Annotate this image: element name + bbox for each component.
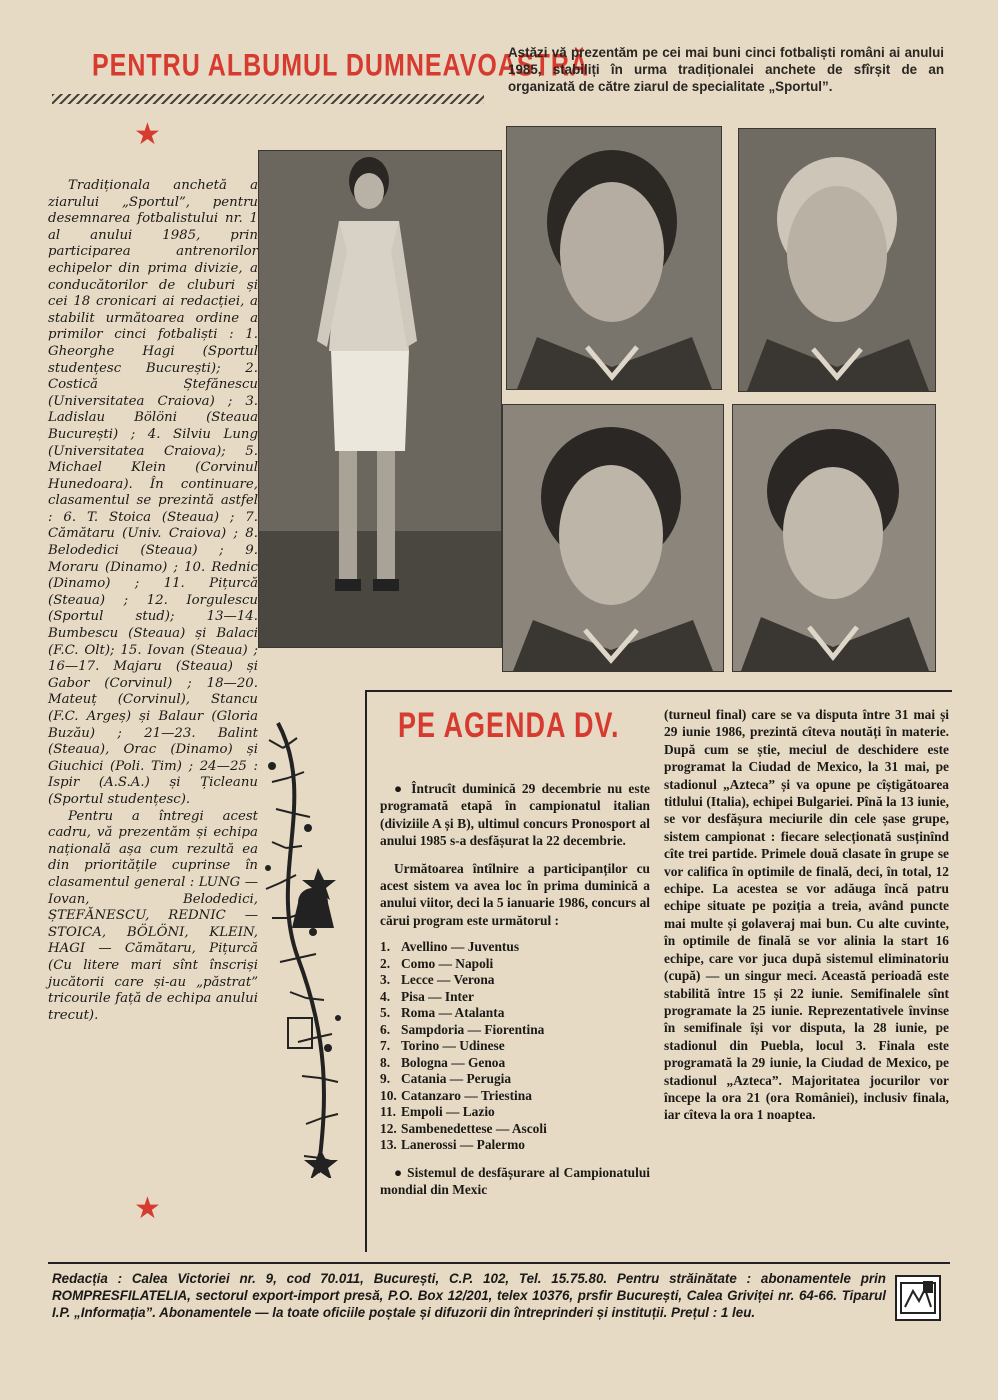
fixture-item: 10. Catanzaro — Triestina xyxy=(380,1087,532,1103)
fixture-item: 5. Roma — Atalanta xyxy=(380,1005,505,1021)
player-photo-portrait-4 xyxy=(732,404,936,672)
fixture-item: 12. Sambenedettese — Ascoli xyxy=(380,1120,547,1136)
hatched-divider xyxy=(52,94,484,104)
agenda-paragraph-1: ● Întrucît duminică 29 decembrie nu este programată etapă în campionatul italian (diviziile A și B), ultimul concurs Pronosport al anului 1985 s-a desfășurat la 22 decembrie. xyxy=(380,781,650,849)
world-cup-text: (turneul final) care se va disputa între 31 mai și 29 iunie 1986, prezintă cîteva noutăți în materie. După cum se știe, meciul de deschidere este programat la Ciudad de Mexico, la 31 mai, pe stadionul „Azteca” și va opune pe cîștigătoarea titlului (Italia), echipei Bulgariei. Pînă la 13 iunie, se vor desfășura meciurile din cele șase grupe, sistem campionat : fiecare selecționată susținînd cîte trei partide. Primele două clasate în grupe se vor califica în optimile de finală, deci, în total, 12 echipe. La acestea se vor adăuga încă patru echipe situate pe poziția a treia, având puncte mai multe și golaveraj mai bun. Cu alte cuvinte, în optimile de finală se vor alinia la start 16 echipe, care vor juca după sistemul eliminatoriu (cupă) — un singur meci. Această perioadă este stabilită între 15 și 22 iunie. Semifinalele sînt programate la 25 iunie. Reprezentativele învinse în semifinale își vor disputa, la 28 iunie, pe stadionul din Puebla, locul 3. Finala este programată la 29 iunie, la Ciudad de Mexico, pe stadionul „Azteca”. Majoritatea jocurilor vor începe la ora 21 (ora României), inclusiv finala, iar cîteva la ora 1 noaptea. xyxy=(664,707,949,1123)
player-photo-full-body xyxy=(258,150,502,648)
fixtures-list xyxy=(380,939,650,1154)
fixture-item: 4. Pisa — Inter xyxy=(380,988,474,1004)
fixture-item: 6. Sampdoria — Fiorentina xyxy=(380,1021,545,1037)
player-photo-portrait-2 xyxy=(738,128,936,392)
album-intro: Astăzi vă prezentăm pe cei mai buni cinci fotbaliști români ai anului 1985, stabiliți în urma tradiționalei anchete de sfîrșit de an organizată de către ziarul de specialitate „Sportul”. xyxy=(508,45,944,94)
agenda-paragraph-3: ● Sistemul de desfășurare al Campionatului mondial din Mexic xyxy=(380,1164,650,1198)
star-icon: ★ xyxy=(134,117,161,152)
national-team-paragraph: Pentru a întregi acest cadru, vă prezentăm și echipa națională așa cum rezultă ea din prioritățile cuprinse în clasamentul general : LUNG — Iovan, Belodedici, ȘTEFĂNESCU, REDNIC — STOICA, BÖLÖNI, KLEIN, HAGI — Cămătaru, Pițurcă (Cu litere mari sînt înscriși jucătorii care și-au „păstrat” tricourile față de echipa anului trecut). xyxy=(48,808,258,1023)
fixture-item: 8. Bologna — Genoa xyxy=(380,1054,506,1070)
fixture-item: 11. Empoli — Lazio xyxy=(380,1104,495,1120)
album-title: PENTRU ALBUMUL DUMNEAVOASTRĂ xyxy=(92,48,589,83)
ranking-column xyxy=(48,178,258,1024)
publication-logo-icon xyxy=(895,1275,941,1321)
fixture-item: 2. Como — Napoli xyxy=(380,955,494,971)
christmas-garland-icon xyxy=(258,718,350,1178)
fixture-item: 1. Avellino — Juventus xyxy=(380,939,520,955)
player-photo-portrait-3 xyxy=(502,404,724,672)
agenda-right-column xyxy=(664,706,949,1124)
fixture-item: 7. Torino — Udinese xyxy=(380,1038,505,1054)
fixture-item: 9. Catania — Perugia xyxy=(380,1071,512,1087)
agenda-title: PE AGENDA DV. xyxy=(398,706,620,745)
agenda-paragraph-2: Următoarea întîlnire a participanților cu acest sistem va avea loc în prima duminică a anului viitor, deci la 5 ianuarie 1986, concurs al cărui program este următorul : xyxy=(380,860,650,928)
imprint-footer: Redacția : Calea Victoriei nr. 9, cod 70.011, București, C.P. 102, Tel. 15.75.80. Pentru străinătate : abonamentele prin ROMPRESFILATELIA, sectorul export-import presă, P.O. Box 12/201, telex 10376, prsfir București, Calea Griviței nr. 64-66. Tiparul I.P. „Informația”. Abonamentele — la toate oficiile poștale și difuzorii din întreprinderi și instituții. Prețul : 1 leu. xyxy=(52,1271,886,1321)
fixture-item: 13. Lanerossi — Palermo xyxy=(380,1137,525,1153)
player-photo-portrait-1 xyxy=(506,126,722,390)
footer-divider xyxy=(48,1262,950,1264)
star-icon: ★ xyxy=(134,1191,161,1226)
fixture-item: 3. Lecce — Verona xyxy=(380,972,495,988)
ranking-paragraph: Tradiționala anchetă a ziarului „Sportul”, pentru desemnarea fotbalistului nr. 1 al anului 1985, prin participarea antrenorilor echipelor din prima divizie, a conducătorilor de cluburi și cei 18 cronicari ai redacției, a stabilit următoarea ordine a primilor cinci fotbaliști : 1. Gheorghe Hagi (Sportul studențesc București); 2. Costică Ștefănescu (Universitatea Craiova) ; 3. Ladislau Bölöni (Steaua București) ; 4. Silviu Lung (Universitatea Craiova); 5. Michael Klein (Corvinul Hunedoara). În continuare, clasamentul se prezintă astfel : 6. T. Stoica (Steaua) ; 7. Cămătaru (Univ. Craiova) ; 8. Belodedici (Steaua) ; 9. Moraru (Dinamo) ; 10. Rednic (Dinamo) ; 11. Pițurcă (Steaua) ; 12. Iorgulescu (Sportul stud); 13—14. Bumbescu (Steaua) și Balaci (F.C. Olt); 15. Iovan (Steaua) ; 16—17. Majaru (Steaua) și Gabor (Corvinul) ; 18—20. Mateuț (Corvinul), Stancu (F.C. Argeș) și Balaur (Gloria Buzău) ; 21—23. Balint (Steaua), Orac (Dinamo) și Giuchici (Poli. Tim) ; 24—25 : Ispir (A.S.A.) și Țicleanu (Sportul studențesc). xyxy=(48,178,258,807)
agenda-middle-column xyxy=(380,780,650,1209)
